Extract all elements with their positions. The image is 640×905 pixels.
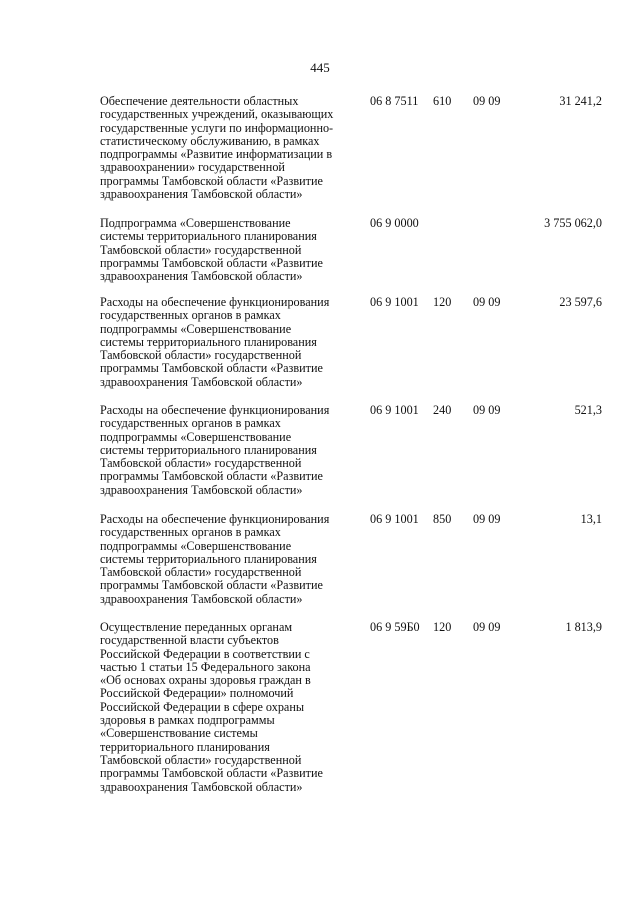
description-line: здоровья в рамках подпрограммы <box>100 713 275 728</box>
expense-type-code: 850 <box>433 512 452 526</box>
target-article-code: 06 9 59Б0 <box>370 620 420 634</box>
description-line: государственных органов в рамках <box>100 416 281 431</box>
description-line: программы Тамбовской области «Развитие <box>100 173 323 188</box>
description-line: системы территориального планирования <box>100 442 317 457</box>
description-line: государственных органов в рамках <box>100 525 281 540</box>
section-code: 09 09 <box>473 403 501 417</box>
row-description <box>100 217 360 283</box>
description-line: программы Тамбовской области «Развитие <box>100 361 323 376</box>
expense-type-code: 610 <box>433 94 452 108</box>
description-line: подпрограммы «Совершенствование <box>100 538 292 553</box>
description-line: Расходы на обеспечение функционирования <box>100 403 330 417</box>
description-line: программы Тамбовской области «Развитие <box>100 469 323 484</box>
description-line: территориального планирования <box>100 739 270 754</box>
description-line: здравоохранения Тамбовской области» <box>100 269 303 284</box>
target-article-code: 06 9 1001 <box>370 403 419 417</box>
description-line: государственные услуги по информационно- <box>100 120 334 135</box>
amount-value: 23 597,6 <box>559 295 602 309</box>
description-line: государственной власти субъектов <box>100 633 279 648</box>
description-line: здравоохранения Тамбовской области» <box>100 779 303 794</box>
description-line: системы территориального планирования <box>100 551 317 566</box>
description-line: Тамбовской области» государственной <box>100 565 302 580</box>
description-line: здравоохранения Тамбовской области» <box>100 591 303 606</box>
description-line: здравоохранении» государственной <box>100 160 285 175</box>
target-article-code: 06 8 7511 <box>370 94 419 108</box>
page-number: 445 <box>310 60 330 75</box>
description-line: государственных органов в рамках <box>100 308 281 323</box>
description-line: государственных учреждений, оказывающих <box>100 107 334 122</box>
description-line: здравоохранения Тамбовской области» <box>100 187 303 202</box>
description-line: Российской Федерации в соответствии с <box>100 646 310 661</box>
amount-value: 31 241,2 <box>559 94 602 108</box>
section-code: 09 09 <box>473 295 501 309</box>
row-description <box>100 95 360 201</box>
amount-value: 1 813,9 <box>565 620 602 634</box>
description-line: Тамбовской области» государственной <box>100 752 302 767</box>
section-code: 09 09 <box>473 512 501 526</box>
target-article-code: 06 9 1001 <box>370 295 419 309</box>
description-line: здравоохранения Тамбовской области» <box>100 374 303 389</box>
row-description <box>100 513 360 606</box>
description-line: подпрограммы «Развитие информатизации в <box>100 147 333 162</box>
row-description <box>100 621 360 794</box>
row-description <box>100 296 360 389</box>
section-code: 09 09 <box>473 94 501 108</box>
description-line: статистическому обслуживанию, в рамках <box>100 133 320 148</box>
description-line: Тамбовской области» государственной <box>100 348 302 363</box>
description-line: частью 1 статьи 15 Федерального закона <box>100 659 311 674</box>
description-line: Тамбовской области» государственной <box>100 242 302 257</box>
target-article-code: 06 9 0000 <box>370 216 419 230</box>
description-line: подпрограммы «Совершенствование <box>100 321 292 336</box>
expense-type-code: 240 <box>433 403 452 417</box>
description-line: программы Тамбовской области «Развитие <box>100 578 323 593</box>
description-line: «Совершенствование системы <box>100 726 258 741</box>
amount-value: 521,3 <box>574 403 602 417</box>
description-line: Тамбовской области» государственной <box>100 456 302 471</box>
description-line: программы Тамбовской области «Развитие <box>100 766 323 781</box>
description-line: Обеспечение деятельности областных <box>100 94 299 108</box>
expense-type-code: 120 <box>433 620 452 634</box>
description-line: подпрограммы «Совершенствование <box>100 429 292 444</box>
row-description <box>100 404 360 497</box>
description-line: Подпрограмма «Совершенствование <box>100 216 291 230</box>
description-line: Российской Федерации в сфере охраны <box>100 699 305 714</box>
target-article-code: 06 9 1001 <box>370 512 419 526</box>
amount-value: 13,1 <box>580 512 602 526</box>
description-line: Российской Федерации» полномочий <box>100 686 294 701</box>
description-line: Расходы на обеспечение функционирования <box>100 295 330 309</box>
description-line: «Об основах охраны здоровья граждан в <box>100 673 311 688</box>
description-line: здравоохранения Тамбовской области» <box>100 482 303 497</box>
description-line: Осуществление переданных органам <box>100 620 293 634</box>
section-code: 09 09 <box>473 620 501 634</box>
description-line: системы территориального планирования <box>100 334 317 349</box>
amount-value: 3 755 062,0 <box>544 216 602 230</box>
description-line: Расходы на обеспечение функционирования <box>100 512 330 526</box>
description-line: системы территориального планирования <box>100 229 317 244</box>
expense-type-code: 120 <box>433 295 452 309</box>
description-line: программы Тамбовской области «Развитие <box>100 255 323 270</box>
